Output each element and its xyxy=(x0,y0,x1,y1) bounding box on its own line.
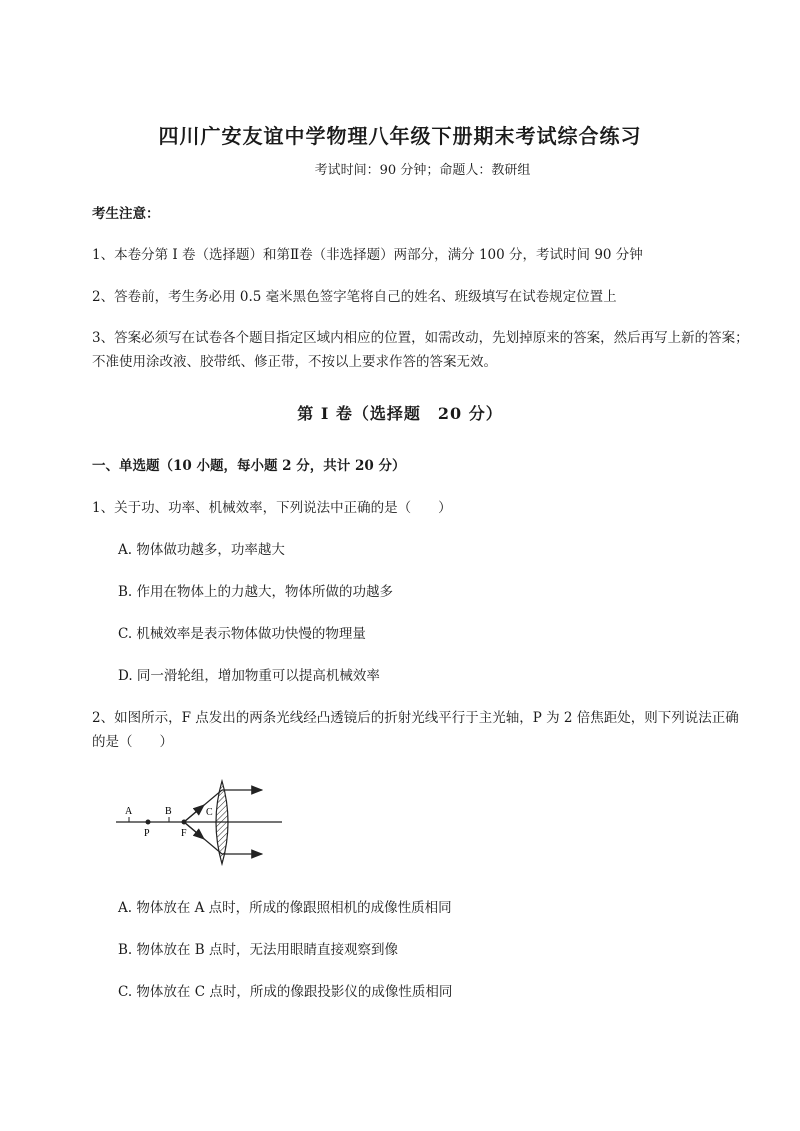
notice-item-2: 2、答卷前，考生务必用 0.5 毫米黑色签字笔将自己的姓名、班级填写在试卷规定位置上 xyxy=(92,289,617,305)
label-b: B xyxy=(165,806,172,817)
question-1-stem: 1、关于功、功率、机械效率，下列说法中正确的是（ ） xyxy=(92,500,452,516)
section-title: 第 I 卷（选择题 20 分） xyxy=(297,404,503,423)
notice-heading: 考生注意： xyxy=(92,206,160,222)
label-c: C xyxy=(206,807,213,818)
question-1-option-a: A. 物体做功越多，功率越大 xyxy=(118,542,285,558)
notice-item-3: 3、答案必须写在试卷各个题目指定区域内相应的位置，如需改动，先划掉原来的答案，然后再写上新的答案；不准使用涂改液、胶带纸、修正带，不按以上要求作答的答案无效。 xyxy=(92,330,749,370)
question-2-option-b: B. 物体放在 B 点时，无法用眼睛直接观察到像 xyxy=(118,942,399,958)
question-1-option-b: B. 作用在物体上的力越大，物体所做的功越多 xyxy=(118,584,394,600)
ray-lower-arrow xyxy=(184,822,204,839)
ray-upper-arrow xyxy=(184,805,204,822)
question-2-stem: 2、如图所示，F 点发出的两条光线经凸透镜后的折射光线平行于主光轴，P 为 2 倍焦距处，则下列说法正确的是（ ） xyxy=(92,710,739,750)
label-a: A xyxy=(125,806,133,817)
convex-lens-diagram xyxy=(112,778,287,870)
part-heading: 一、单选题（10 小题，每小题 2 分，共计 20 分） xyxy=(92,458,406,474)
question-1-option-d: D. 同一滑轮组，增加物重可以提高机械效率 xyxy=(118,668,380,684)
page-title: 四川广安友谊中学物理八年级下册期末考试综合练习 xyxy=(158,124,642,148)
question-2-option-c: C. 物体放在 C 点时，所成的像跟投影仪的成像性质相同 xyxy=(118,984,453,1000)
point-p xyxy=(146,820,151,825)
question-1-option-c: C. 机械效率是表示物体做功快慢的物理量 xyxy=(118,626,366,642)
question-2-option-a: A. 物体放在 A 点时，所成的像跟照相机的成像性质相同 xyxy=(118,900,452,916)
label-f: F xyxy=(181,828,187,839)
notice-item-1: 1、本卷分第 I 卷（选择题）和第Ⅱ卷（非选择题）两部分，满分 100 分，考试时间 90 分钟 xyxy=(92,247,643,263)
exam-info: 考试时间：90 分钟；命题人：教研组 xyxy=(314,163,531,178)
label-p: P xyxy=(144,828,150,839)
